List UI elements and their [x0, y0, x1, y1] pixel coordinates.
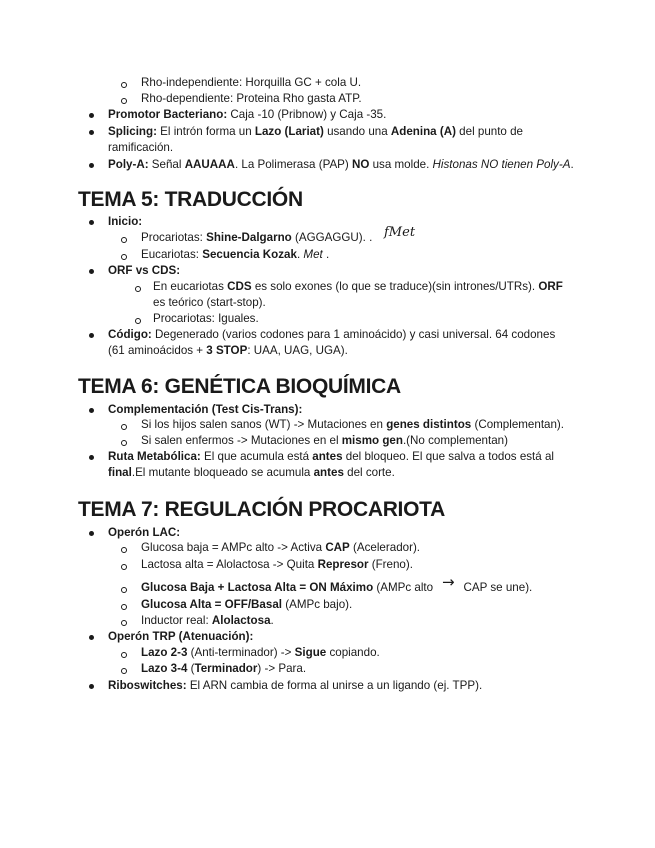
list-item: Rho-dependiente: Proteina Rho gasta ATP. [141, 92, 362, 105]
list-bullet-hollow [121, 620, 127, 626]
list-item: Código: Degenerado (varios codones para 1 aminoácido) y casi universal. 64 codones [108, 328, 556, 341]
list-bullet-hollow [121, 604, 127, 610]
list-item: Complementación (Test Cis-Trans): [108, 403, 303, 416]
list-item: Operón LAC: [108, 526, 181, 539]
list-bullet [89, 635, 94, 640]
section-heading: TEMA 7: REGULACIÓN PROCARIOTA [78, 498, 445, 521]
list-item: Lazo 2-3 (Anti-terminador) -> Sigue copiando. [141, 646, 380, 659]
list-item: Eucariotas: Secuencia Kozak. Met . [141, 248, 330, 261]
list-bullet-hollow [121, 440, 127, 446]
list-item: Lazo 3-4 (Terminador) -> Para. [141, 662, 307, 675]
list-item: Si salen enfermos -> Mutaciones en el mismo gen.(No complementan) [141, 434, 508, 447]
section-heading: TEMA 5: TRADUCCIÓN [78, 188, 303, 211]
list-item-continuation: (61 aminoácidos + 3 STOP: UAA, UAG, UGA). [108, 344, 348, 357]
list-bullet-hollow [121, 587, 127, 593]
list-bullet-hollow [121, 98, 127, 104]
list-item: Glucosa baja = AMPc alto -> Activa CAP (Acelerador). [141, 541, 421, 554]
list-item: Promotor Bacteriano: Caja -10 (Pribnow) y Caja -35. [108, 108, 387, 121]
list-item: ORF vs CDS: [108, 264, 181, 277]
list-item: Operón TRP (Atenuación): [108, 630, 254, 643]
list-bullet [89, 531, 94, 536]
math-formula: fMet [384, 225, 416, 240]
list-bullet-hollow [121, 547, 127, 553]
list-bullet [89, 333, 94, 338]
list-item: Riboswitches: El ARN cambia de forma al unirse a un ligando (ej. TPP). [108, 679, 483, 692]
list-item: En eucariotas CDS es solo exones (lo que se traduce)(sin intrones/UTRs). ORF [153, 280, 563, 293]
list-item: Si los hijos salen sanos (WT) -> Mutaciones en genes distintos (Complementan). [141, 418, 565, 431]
list-bullet [89, 113, 94, 118]
list-bullet-hollow [121, 424, 127, 430]
list-bullet-hollow [121, 237, 127, 243]
list-bullet-hollow [121, 668, 127, 674]
list-item: Rho-independiente: Horquilla GC + cola U. [141, 76, 362, 89]
list-item: Glucosa Alta = OFF/Basal (AMPc bajo). [141, 598, 353, 611]
list-bullet-hollow [135, 286, 141, 292]
right-arrow-icon: → [442, 573, 455, 591]
list-item: Poly-A: Señal AAUAAA. La Polimerasa (PAP) NO usa molde. Histonas NO tienen Poly-A. [108, 158, 574, 171]
list-bullet-hollow [121, 254, 127, 260]
list-bullet-hollow [121, 82, 127, 88]
section-heading: TEMA 6: GENÉTICA BIOQUÍMICA [78, 375, 401, 398]
list-bullet [89, 455, 94, 460]
list-bullet [89, 269, 94, 274]
list-item: Ruta Metabólica: El que acumula está antes del bloqueo. El que salva a todos está al [108, 450, 554, 463]
list-bullet [89, 163, 94, 168]
list-bullet [89, 408, 94, 413]
list-item: Procariotas: Shine-Dalgarno (AGGAGGU). . [141, 231, 373, 244]
list-item-continuation: es teórico (start-stop). [153, 296, 266, 309]
list-bullet-hollow [135, 318, 141, 324]
list-bullet [89, 684, 94, 689]
list-bullet-hollow [121, 564, 127, 570]
list-item: Procariotas: Iguales. [153, 312, 259, 325]
list-item: Inicio: [108, 215, 143, 228]
list-item-continuation: final.El mutante bloqueado se acumula antes del corte. [108, 466, 395, 479]
list-item: Inductor real: Alolactosa. [141, 614, 274, 627]
list-item: Splicing: El intrón forma un Lazo (Lariat) usando una Adenina (A) del punto de [108, 125, 523, 138]
list-bullet [89, 130, 94, 135]
list-item-continuation: ramificación. [108, 141, 174, 154]
list-item: Lactosa alta = Alolactosa -> Quita Represor (Freno). [141, 558, 413, 571]
list-bullet [89, 220, 94, 225]
list-item: Glucosa Baja + Lactosa Alta = ON Máximo (AMPc alto CAP se une). [141, 581, 533, 594]
list-bullet-hollow [121, 652, 127, 658]
